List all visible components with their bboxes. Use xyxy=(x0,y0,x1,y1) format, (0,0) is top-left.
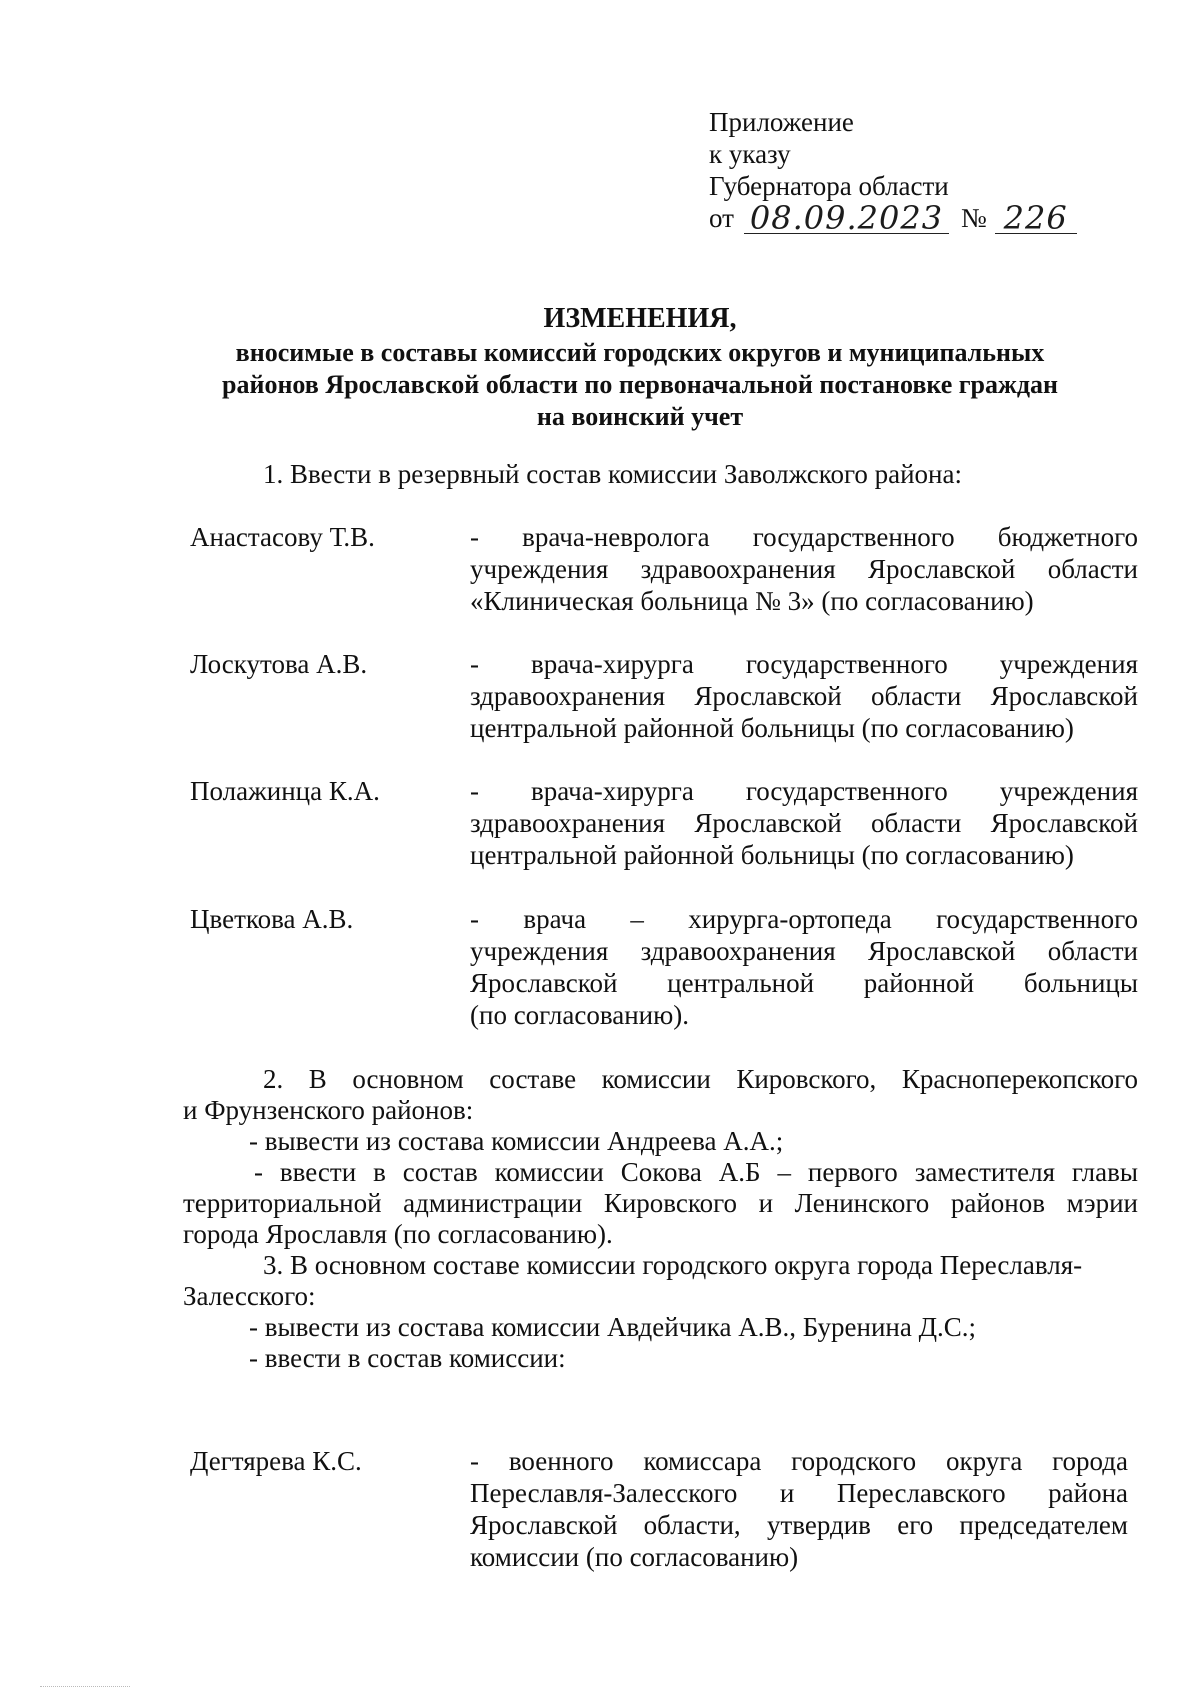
entry-desc-line: - врача-хирурга государственного учреждения xyxy=(470,649,1138,679)
section-2-item-2-line-2: территориальной администрации Кировского и Ленинского районов мэрии xyxy=(183,1188,1138,1218)
entry-name: Лоскутова А.В. xyxy=(190,649,368,679)
section-2-item-2-line-1: - ввести в состав комиссии Сокова А.Б – первого заместителя главы xyxy=(254,1157,1138,1187)
entry-tsvetkov xyxy=(190,903,1140,1033)
appendix-header xyxy=(709,106,1129,237)
from-label: от xyxy=(709,203,734,233)
appendix-governor: Губернатора области xyxy=(709,171,949,201)
section-2-line-2: и Фрунзенского районов: xyxy=(183,1095,474,1125)
entry-desc-line: - врача – хирурга-ортопеда государственного xyxy=(470,904,1138,934)
entry-loskutov xyxy=(190,648,1140,748)
section-2 xyxy=(183,1064,1138,1250)
entry-desc-line: Ярославской области, утвердив его председателем xyxy=(470,1510,1128,1540)
entry-name: Полажинца К.А. xyxy=(190,776,380,806)
appendix-decree-ref: к указу xyxy=(709,139,791,169)
number-label: № xyxy=(960,203,987,233)
entry-desc-line: учреждения здравоохранения Ярославской области xyxy=(470,554,1138,584)
title-line-1: вносимые в составы комиссий городских округов и муниципальных xyxy=(235,338,1045,367)
entry-desc-line: центральной районной больницы (по согласованию) xyxy=(470,840,1074,870)
entry-name: Дегтярева К.С. xyxy=(190,1446,362,1476)
entry-desc-line: Ярославской центральной районной больницы xyxy=(470,968,1138,998)
handwritten-number: 226 xyxy=(995,203,1077,234)
section-1-intro-text: 1. Ввести в резервный состав комиссии Заволжского района: xyxy=(263,459,962,489)
section-3 xyxy=(183,1250,1138,1374)
entry-desc-line: - врача-хирурга государственного учреждения xyxy=(470,776,1138,806)
section-2-item-2-line-3: города Ярославля (по согласованию). xyxy=(183,1219,613,1249)
entry-name: Анастасову Т.В. xyxy=(190,522,375,552)
section-3-line-2: Залесского: xyxy=(183,1281,316,1311)
handwritten-date: 08.09.2023 xyxy=(744,203,949,234)
entry-desc-line: центральной районной больницы (по согласованию) xyxy=(470,713,1074,743)
entry-description xyxy=(470,1445,1128,1573)
section-2-line-1: 2. В основном составе комиссии Кировского, Красноперекопского xyxy=(263,1064,1138,1094)
entry-description xyxy=(470,521,1138,617)
section-3-item-2: - ввести в состав комиссии: xyxy=(249,1343,566,1373)
entry-description xyxy=(470,903,1138,1031)
section-3-line-1: 3. В основном составе комиссии городского округа города Переславля- xyxy=(263,1250,1083,1280)
entry-description xyxy=(470,648,1138,744)
entry-desc-line: - военного комиссара городского округа города xyxy=(470,1446,1128,1476)
entry-desc-line: комиссии (по согласованию) xyxy=(470,1542,799,1572)
entry-name: Цветкова А.В. xyxy=(190,904,354,934)
entry-desc-line: - врача-невролога государственного бюджетного xyxy=(470,522,1138,552)
entry-desc-line: учреждения здравоохранения Ярославской области xyxy=(470,936,1138,966)
entry-desc-line: здравоохранения Ярославской области Ярославской xyxy=(470,681,1138,711)
entry-degtyarev xyxy=(190,1445,1130,1575)
title-line-2: районов Ярославской области по первоначальной постановке граждан xyxy=(222,370,1058,399)
entry-desc-line: «Клиническая больница № 3» (по согласованию) xyxy=(470,586,1034,616)
entry-desc-line: здравоохранения Ярославской области Ярославской xyxy=(470,808,1138,838)
document-title xyxy=(180,303,1100,433)
section-2-item-1: - вывести из состава комиссии Андреева А.А.; xyxy=(249,1126,784,1156)
entry-anastasova xyxy=(190,521,1140,621)
appendix-label: Приложение xyxy=(709,107,854,137)
title-line-3: на воинский учет xyxy=(536,402,744,431)
section-3-item-1: - вывести из состава комиссии Авдейчика А.В., Буренина Д.С.; xyxy=(249,1312,977,1342)
section-1-intro xyxy=(183,459,1200,490)
entry-description xyxy=(470,775,1138,871)
title-main: ИЗМЕНЕНИЯ, xyxy=(543,303,737,334)
scan-artifact-divider xyxy=(40,1686,130,1689)
entry-desc-line: Переславля-Залесского и Переславского района xyxy=(470,1478,1128,1508)
entry-desc-line: (по согласованию). xyxy=(470,1000,690,1030)
entry-polazhinets xyxy=(190,775,1140,875)
appendix-date-number-row xyxy=(709,199,1129,237)
